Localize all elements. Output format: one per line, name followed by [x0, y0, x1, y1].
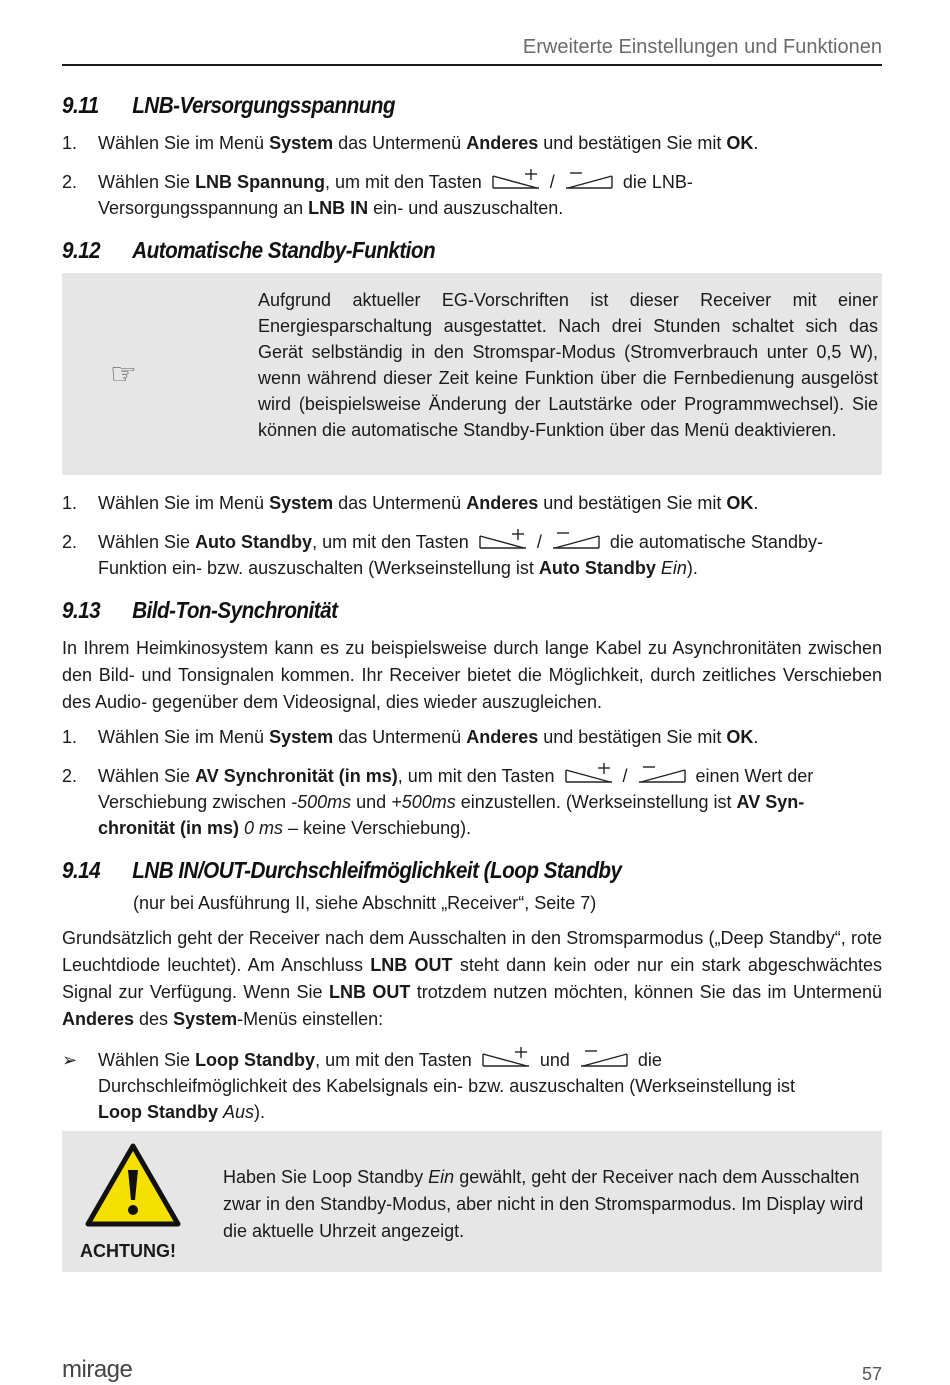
heading-number: 9.11	[62, 92, 99, 118]
warning-label: ACHTUNG!	[80, 1241, 176, 1261]
brand-logo: mirage	[62, 1356, 133, 1383]
running-header: Erweiterte Einstellungen und Funktionen	[522, 36, 882, 58]
header-rule	[62, 64, 882, 66]
step-number: 2.	[62, 172, 78, 192]
step-number: 1.	[62, 133, 78, 153]
plus-key-icon	[564, 763, 614, 785]
warning-text: Haben Sie Loop Standby Ein gewählt, geht der Receiver nach dem Ausschalten zwar in den Standby-Modus, aber nicht in den Stromsparmodus. Im Display wird die aktuelle Uhrzeit angezeigt.	[223, 1167, 864, 1241]
step-text: Wählen Sie AV Synchronität (in ms), um mit den Tasten / einen Wert der Verschiebung zwischen -500ms und +500ms einzustellen. (Werkseinstellung ist AV Syn- chronität (in ms) 0 ms – keine Verschiebung).	[98, 763, 882, 841]
heading-9-11	[62, 92, 395, 119]
bullet-text: Wählen Sie Loop Standby, um mit den Tasten und die Durchschleifmöglichkeit des Kabelsignals ein- bzw. auszuschalten (Werkseinstellung ist Loop Standby Aus).	[98, 1047, 882, 1125]
minus-key-icon	[564, 169, 614, 191]
heading-number: 9.13	[62, 597, 101, 623]
heading-9-13	[62, 597, 337, 624]
warning-triangle-icon	[84, 1142, 182, 1228]
step-number: 2.	[62, 766, 78, 786]
heading-title: Automatische Standby-Funktion	[132, 237, 436, 263]
page-number: 57	[861, 1364, 882, 1384]
heading-title: LNB IN/OUT-Durchschleifmöglichkeit (Loop Standby	[132, 857, 622, 883]
heading-9-14	[62, 857, 622, 884]
minus-key-icon	[579, 1047, 629, 1069]
heading-number: 9.12	[62, 237, 101, 263]
heading-number: 9.14	[62, 857, 101, 883]
heading-title: LNB-Versorgungsspannung	[132, 92, 396, 118]
step-text: Wählen Sie im Menü System das Untermenü Anderes und bestätigen Sie mit OK.	[98, 133, 759, 153]
plus-key-icon	[481, 1047, 531, 1069]
step-text: Wählen Sie im Menü System das Untermenü Anderes und bestätigen Sie mit OK.	[98, 493, 759, 513]
heading-9-12	[62, 237, 435, 264]
step-number: 1.	[62, 493, 78, 513]
plus-key-icon	[478, 529, 528, 551]
step-text: Wählen Sie Auto Standby, um mit den Tasten / die automatische Standby- Funktion ein- bzw. auszuschalten (Werkseinstellung ist Auto Standby Ein).	[98, 529, 882, 581]
intro-paragraph: In Ihrem Heimkinosystem kann es zu beispielsweise durch lange Kabel zu Asynchronitäten zwischen den Bild- und Tonsignalen kommen. Ihr Receiver bietet die Möglichkeit, durch zeitliches Verschieben des Audio- gegenüber dem Videosignal, dies wieder auszugleichen.	[62, 638, 882, 712]
heading-title: Bild-Ton-Synchronität	[132, 597, 338, 623]
step-number: 1.	[62, 727, 78, 747]
step-text: Wählen Sie LNB Spannung, um mit den Tasten / die LNB- Versorgungsspannung an LNB IN ein- und auszuschalten.	[98, 169, 882, 221]
pointing-hand-icon: ☞	[110, 358, 137, 391]
note-text: Aufgrund aktueller EG-Vorschriften ist dieser Receiver mit einer Energiesparschaltung ausgestattet. Nach drei Stunden schaltet sich das Gerät selbständig in den Stromspar-Modus (Stromverbrauch unter 0,5 W), wenn während dieser Zeit keine Funktion über die Fernbedienung ausgelöst wird (beispielsweise Änderung der Lautstärke oder Programmwechsel). Sie können die automatische Standby-Funktion über das Menü deaktivieren.	[258, 290, 878, 440]
bullet-arrow-icon: ➢	[62, 1050, 78, 1070]
step-number: 2.	[62, 532, 78, 552]
body-paragraph: Grundsätzlich geht der Receiver nach dem Ausschalten in den Stromsparmodus („Deep Standby“, rote Leuchtdiode leuchtet). Am Anschluss LNB OUT steht dann kein oder nur ein stark abgeschwächtes Signal zur Verfügung. Wenn Sie LNB OUT trotzdem nutzen möchten, können Sie das im Untermenü Anderes des System-Menüs einstellen:	[62, 928, 882, 1029]
plus-key-icon	[491, 169, 541, 191]
section-subtitle: (nur bei Ausführung II, siehe Abschnitt „Receiver“, Seite 7)	[133, 893, 597, 913]
minus-key-icon	[551, 529, 601, 551]
minus-key-icon	[637, 763, 687, 785]
step-text: Wählen Sie im Menü System das Untermenü Anderes und bestätigen Sie mit OK.	[98, 727, 759, 747]
